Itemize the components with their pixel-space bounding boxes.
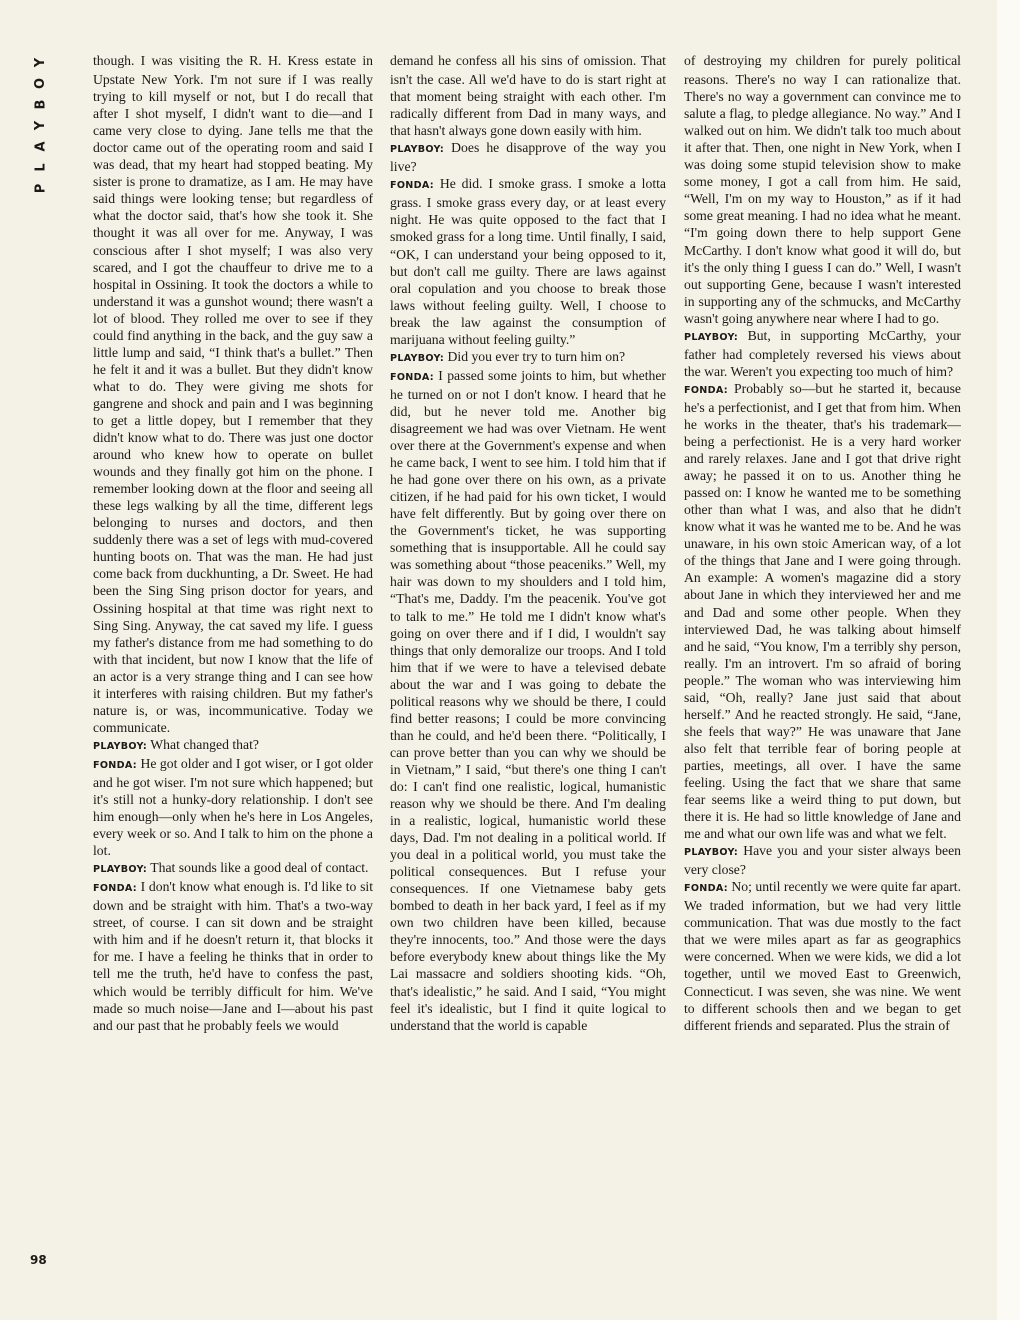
speaker-label: PLAYBOY: [684, 331, 739, 343]
page-edge [997, 0, 1020, 1320]
paragraph-text: I don't know what enough is. I'd like to sit down and be straight with him. That's a two-way street, of course. I can sit down and be straight with him and if he doesn't return it, that blocks it for me. I have a feeling he thinks that in order to tell me the truth, he'd have to confess the past, which would be terribly difficult for him. We've made so much noise—Jane and I—about his past and our past that he probably feels we would [93, 879, 373, 1033]
masthead-letter: L [33, 163, 49, 172]
paragraph [93, 736, 373, 755]
text-column-2 [390, 52, 666, 1274]
paragraph-text: That sounds like a good deal of contact. [150, 860, 369, 876]
masthead-letter: Y [33, 57, 49, 68]
paragraph [684, 380, 961, 842]
paragraph-text: demand he confess all his sins of omission. That isn't the case. All we'd have to do is start right at that moment being straight with each other. I'm radically different from Dad in many ways, and that hasn't always gone down easily with him. [390, 53, 666, 139]
text-column-1 [93, 52, 373, 1274]
paragraph [684, 842, 961, 878]
speaker-label: PLAYBOY: [390, 144, 445, 156]
paragraph [684, 52, 961, 327]
paragraph [684, 327, 961, 380]
speaker-label: FONDA: [93, 759, 137, 771]
paragraph-text: of destroying my children for purely political reasons. There's no way I can rationalize that. There's no way a government can convince me to salute a flag, to pledge allegiance. No way.” And I walked out on him. We didn't talk too much about it after that. Then, one night in New York, when I was doing some stupid television show to make some money, I got a call from him. He said, “Well, I'm on my way to Houston,” as if it had some great meaning. I had no idea what he meant. “I'm going down there to help support Gene McCarthy. I don't know what good it will do, but it's the only thing I guess I can do.” Well, I wasn't out supporting Gene, because I wasn't interested in supporting any of the schmucks, and McCarthy wasn't going anywhere near where I had to go. [684, 53, 961, 326]
speaker-label: PLAYBOY: [390, 352, 445, 364]
text-column-3 [684, 52, 961, 1274]
masthead-letter: A [33, 141, 49, 152]
speaker-label: FONDA: [684, 384, 728, 396]
page-number: 98 [30, 1253, 47, 1267]
masthead-letter: P [33, 183, 49, 194]
paragraph [390, 348, 666, 367]
paragraph-text: But, in supporting McCarthy, your father had completely reversed his views about the war. Weren't you expecting too much of him? [684, 327, 961, 379]
speaker-label: PLAYBOY: [93, 864, 148, 876]
paragraph [390, 367, 666, 1034]
paragraph-text: Did you ever try to turn him on? [447, 348, 626, 364]
paragraph [93, 755, 373, 859]
paragraph-text: He got older and I got wiser, or I got older and he got wiser. I'm not sure which happened; but it's still not a hunky-dory relationship. I don't see him enough—only when he's here in Los Angeles, every week or so. And I talk to him on the phone a lot. [93, 755, 373, 859]
speaker-label: FONDA: [390, 371, 434, 383]
paragraph-text: though. I was visiting the R. H. Kress estate in Upstate New York. I'm not sure if I was really trying to kill myself or not, but I do recall that after I shot myself, I didn't want to die—and I came very close to dying. Jane tells me that the doctor came out of the operating room and said I was dead, that my heart had stopped beating. My sister is prone to dramatize, as I am. He may have said things were looking tense; but regardless of what the doctor said, that's how she took it. She thought it was all over for me. Anyway, I was conscious after I shot myself; I was also very scared, and I got the chauffeur to drive me to a hospital in Ossining. It took the doctors a while to understand it was a gunshot wound; there wasn't a lot of blood. They rolled me over to see if they could find anything in the back, and the guy saw a little lump and said, “I think that's a bullet.” Then he felt it and it was a bullet. But they didn't know what to do. They were giving me shots for gangrene and shock and pain and I was beginning to get a little dopey, but I remember that they didn't know what to do. There was just one doctor around who knew how to operate on bullet wounds and they finally got him on the phone. I remember looking down at the floor and seeing all these legs walking by all the time, different legs belonging to nurses and doctors, and then suddenly there was a set of legs with mud-covered hunting boots on. That was the man. He had just come back from duckhunting, a Dr. Sweet. He had been the Sing Sing prison doctor for years, and Ossining hospital at that time was right next to Sing Sing. Anyway, the cat saved my life. I guess my father's distance from me had something to do with that incident, but now I know that the life of an actor is a very strange thing and I can see how it interferes with raising children. But my father's nature is, or was, incommunicative. Today we communicate. [93, 53, 373, 735]
paragraph-text: No; until recently we were quite far apart. We traded information, but we had very little communication. That was due mostly to the fact that we were miles apart as far as geographics were concerned. When we were kids, we did a lot together, until we moved East to Greenwich, Connecticut. I was seven, she was nine. We went to different schools then and we began to get different friends and separated. Plus the strain of [684, 879, 961, 1033]
paragraph [93, 52, 373, 736]
paragraph-text: Have you and your sister always been very close? [684, 843, 961, 878]
playboy-masthead [26, 52, 56, 199]
paragraph [93, 878, 373, 1033]
speaker-label: FONDA: [93, 883, 137, 895]
paragraph [93, 859, 373, 878]
paragraph-text: Does he disapprove of the way you live? [390, 140, 666, 175]
paragraph-text: He did. I smoke grass. I smoke a lotta grass. I smoke grass every day, or at least every night. He was quite opposed to the fact that I smoked grass for a long time. Until finally, I said, “OK, I can understand your being opposed to it, but don't call me guilty. There are laws against oral copulation and you choose to break those laws without feeling guilty. Well, I choose to break the law against the consumption of marijuana without feeling guilty.” [390, 176, 666, 347]
paragraph [390, 175, 666, 347]
masthead-letter: O [33, 77, 49, 90]
speaker-label: PLAYBOY: [684, 847, 739, 859]
masthead-letter: B [33, 99, 49, 110]
speaker-label: PLAYBOY: [93, 740, 148, 752]
masthead-letter: Y [33, 120, 49, 131]
paragraph-text: What changed that? [150, 736, 259, 752]
paragraph-text: Probably so—but he started it, because he's a perfectionist, and I get that from him. When he works in the theater, that's his trademark—being a perfectionist. He is a very hard worker and rarely relaxes. Jane and I got that drive right away; he passed it on to us. Another thing he passed on: I know he wanted me to be something other than what I was, and also that he didn't know what it was he wanted me to be. And he was unaware, in his own stoic American way, of a lot of the things that Jane and I were going through. An example: A women's magazine did a story about Jane in which they interviewed her and me and Dad and some other people. When they interviewed Dad, he was talking about himself and he said, “You know, I'm a terribly shy person, really. I'm an introvert. I'm so afraid of boring people.” The woman who was interviewing him said, “Oh, really? Jane just said that about herself.” And he reacted strongly. He said, “Jane, she feels that way?” He was unaware that Jane also felt that terrible fear of boring people at parties, meetings, all over. I have the same feeling. Using the fact that we share that same fear seems like a weird thing to put down, but there it is. He had so little knowledge of Jane and me and what our own life was and what we felt. [684, 380, 961, 842]
speaker-label: FONDA: [390, 180, 434, 192]
paragraph [390, 139, 666, 175]
paragraph [684, 878, 961, 1033]
paragraph [390, 52, 666, 139]
paragraph-text: I passed some joints to him, but whether he turned on or not I don't know. I heard that he did, but he never told me. Another big disagreement we had was over Vietnam. He went over there at the Government's expense and when he came back, I went to see him. I told him that if he had gone over there on his own, as a private citizen, if he had paid for his own ticket, I would have felt differently. But by going over there on the Government's ticket, he was supporting something that is insupportable. All he could say was something about “those peaceniks.” Well, my hair was down to my shoulders and I told him, “That's me, Daddy. I'm the peacenik. You've got to talk to me.” He told me I didn't know what's going on over there and if I did, I wouldn't say things that only demoralize our troops. And I told him that if we were to have a televised debate about the war and I was going to debate the political reasons why we should be there, I could find better reasons; I could be more convincing than he could, and he'd been there. “Politically, I can prove better than you can why we should be in Vietnam,” I said, “but there's one thing I can't do: I can't find one realistic, logical, humanistic reason why we should be there. And I'm dealing in a realistic, logical, humanistic world these days, Dad. I'm not dealing in a political world. If you deal in a political world, you must take the political consequences. But I refuse your consequences. If one Vietnamese baby gets bombed to death in her back yard, I feel as if my own two children have been killed, because they're innocents, too.” And those were the days before everybody knew about things like the My Lai massacre and soldiers shooting kids. “Oh, that's idealistic,” he said. And I said, “You might feel it's idealistic, but I find it quite logical to understand that the world is capable [390, 367, 666, 1033]
speaker-label: FONDA: [684, 883, 728, 895]
